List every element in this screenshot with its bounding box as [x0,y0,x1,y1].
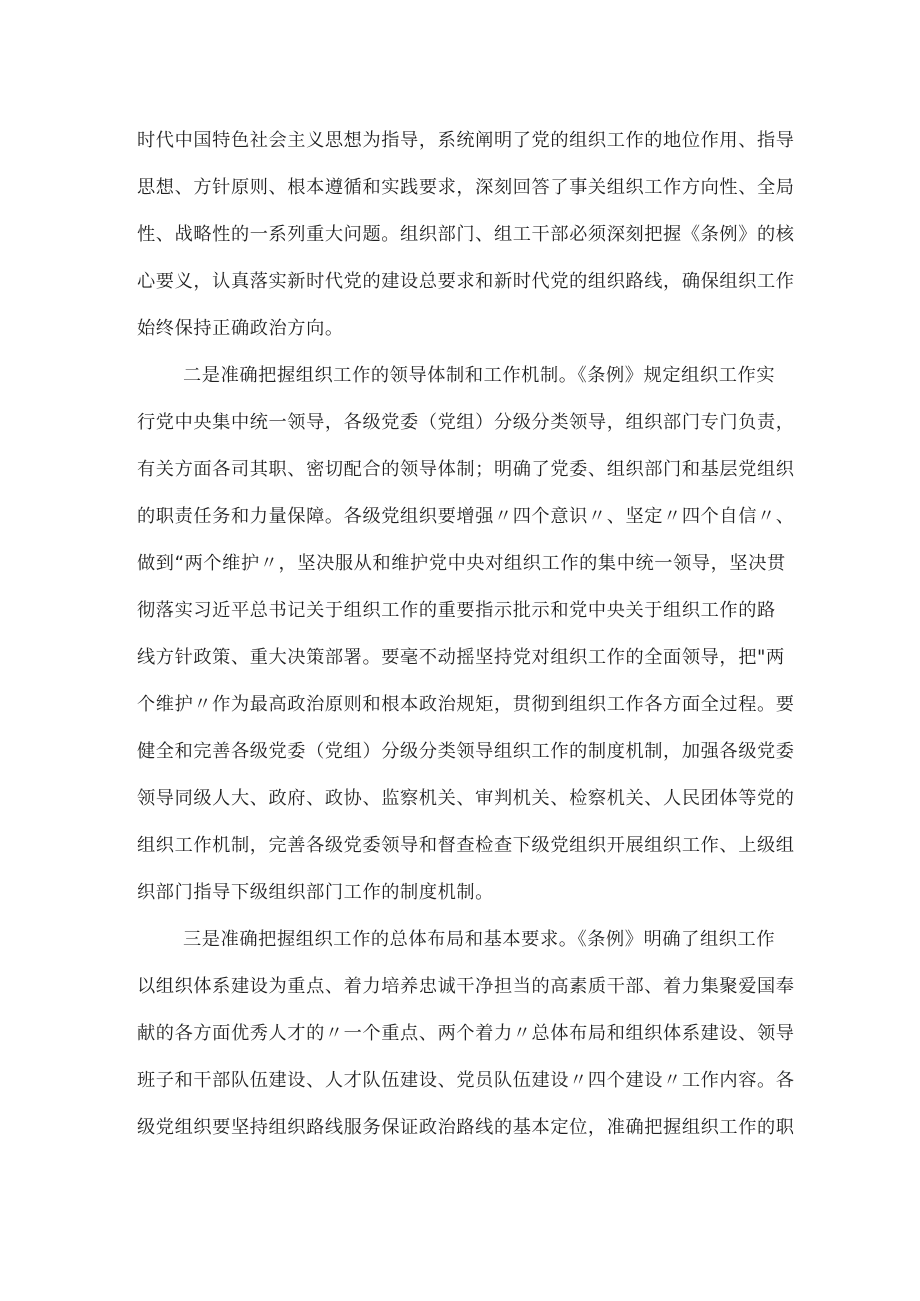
text-line: 的职责任务和力量保障。各级党组织要增强〃四个意识〃、坚定〃四个自信〃、 [137,506,795,527]
text-line: 做到“两个维护〃，坚决服从和维护党中央对组织工作的集中统一领导，坚决贯 [137,553,786,574]
text-line: 领导同级人大、政府、政协、监察机关、审判机关、检察机关、人民团体等党的 [137,788,795,809]
text-line: 线方针政策、重大决策部署。要毫不动摇坚持党对组织工作的全面领导，把"两 [137,647,785,668]
text-line: 彻落实习近平总书记关于组织工作的重要指示批示和党中央关于组织工作的路 [137,600,776,621]
text-line: 行党中央集中统一领导，各级党委（党组）分级分类领导，组织部门专门负责， [137,412,795,433]
paragraph-start-line: 三是准确把握组织工作的总体布局和基本要求。《条例》明确了组织工作 [183,929,776,950]
text-line: 时代中国特色社会主义思想为指导，系统阐明了党的组织工作的地位作用、指导 [137,130,795,151]
text-line: 有关方面各司其职、密切配合的领导体制；明确了党委、组织部门和基层党组织 [137,459,795,480]
text-line: 个维护〃作为最高政治原则和根本政治规矩，贯彻到组织工作各方面全过程。要 [137,694,795,715]
paragraph-start-line: 二是准确把握组织工作的领导体制和工作机制。《条例》规定组织工作实 [183,365,776,386]
text-line: 织部门指导下级组织部门工作的制度机制。 [137,882,494,903]
text-line: 以组织体系建设为重点、着力培养忠诚干净担当的高素质干部、着力集聚爱国奉 [137,976,795,997]
text-line: 健全和完善各级党委（党组）分级分类领导组织工作的制度机制，加强各级党委 [137,741,795,762]
text-line: 级党组织要坚持组织路线服务保证政治路线的基本定位，准确把握组织工作的职 [137,1117,795,1138]
text-line: 思想、方针原则、根本遵循和实践要求，深刻回答了事关组织工作方向性、全局 [137,177,795,198]
text-line: 班子和干部队伍建设、人才队伍建设、党员队伍建设〃四个建设〃工作内容。各 [137,1070,795,1091]
text-line: 献的各方面优秀人才的〃一个重点、两个着力〃总体布局和组织体系建设、领导 [137,1023,795,1044]
text-line: 始终保持正确政治方向。 [137,318,344,339]
text-line: 性、战略性的一系列重大问题。组织部门、组工干部必须深刻把握《条例》的核 [137,224,795,245]
text-line: 心要义，认真落实新时代党的建设总要求和新时代党的组织路线，确保组织工作 [137,271,795,292]
text-line: 组织工作机制，完善各级党委领导和督查检查下级党组织开展组织工作、上级组 [137,835,795,856]
